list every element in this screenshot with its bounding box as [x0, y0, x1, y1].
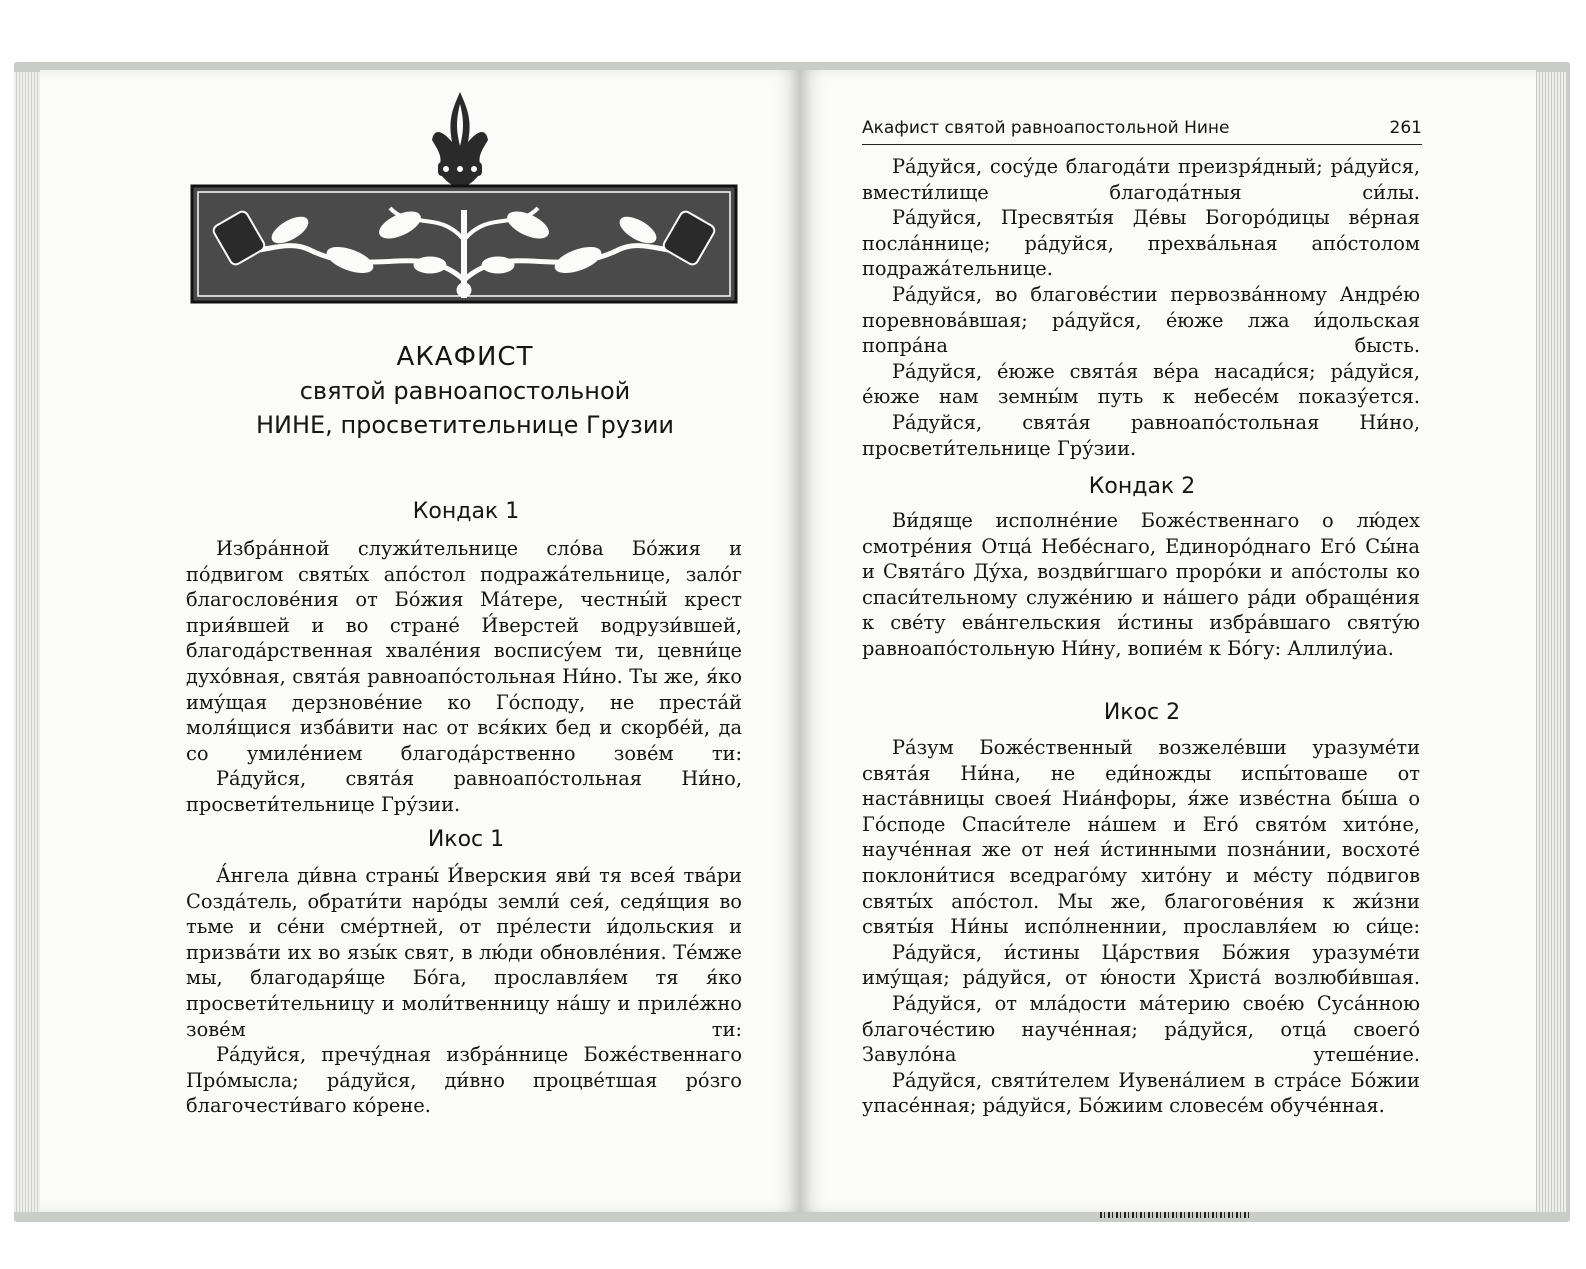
- akathist-title: АКАФИСТ: [396, 342, 534, 372]
- ikos-2-paragraph: Ра́зум Боже́ственный возжеле́вши уразуме́ти свята́я Ни́на, не еди́ножды испы́товаше от наста́вницы своея́ Ниа́нфоры, я́же изве́стна бы́ша о Го́споде Спаси́теле на́шем и Его́ свято́м хито́не, науче́нная же от нея́ и́стинными позна́нии, восхоте́ поклони́тися вседраго́му хито́ну и ме́сту по́двигов святы́х апо́стол. Мы же, благогове́ния к жи́зни святы́я Ни́ны испо́лненнии, прославля́ем ю си́це:: [862, 736, 1420, 939]
- ikos-1-text: [186, 863, 742, 1119]
- kondak-2-paragraph: Ви́дяще исполне́ние Боже́ственнаго о лю́дех смотре́ния Отца́ Небе́снаго, Единоро́днаго Его́ Сы́на и Свята́го Ду́ха, воздви́гшаго проро́ки и апо́столы ко спаси́тельному служе́нию и на́шего ра́ди обраще́ния к све́ту ева́нгельския и́стины избра́вшаго святу́ю равноапо́стольную Ни́ну, вопие́м к Бо́гу: Аллилу́иа.: [862, 509, 1420, 660]
- chairetism-line: Ра́дуйся, е́юже свята́я ве́ра насади́ся; ра́дуйся, е́юже нам земны́м путь к небесе́м показу́ется.: [862, 359, 1420, 409]
- chairetism-line: Ра́дуйся, святи́телем Иувена́лием в стра́се Бо́жии упасе́нная; ра́дуйся, Бо́жиим словесе́м обуче́нная.: [862, 1068, 1420, 1118]
- kondak-2-text: [862, 508, 1420, 662]
- kondak-2-heading: Кондак 2: [1088, 474, 1196, 499]
- akathist-title-block: [185, 340, 745, 442]
- running-title: Акафист святой равноапостольной Нине: [862, 118, 1230, 138]
- chairetism-line: Ра́дуйся, и́стины Ца́рствия Бо́жия уразуме́ти иму́щая; ра́дуйся, от ю́ности Христа́ возлюби́вшая.: [862, 940, 1420, 990]
- page-edges-right: [1534, 72, 1566, 1212]
- chairetism-refrain: Ра́дуйся, свята́я равноапо́стольная Ни́но, просвети́тельнице Гру́зии.: [862, 410, 1420, 460]
- ikos-2-heading: Икос 2: [1103, 700, 1181, 725]
- ikos-1-paragraph: А́нгела ди́вна страны́ И́верския яви́ тя всея́ тва́ри Созда́тель, обрати́ти наро́ды земли́ сея́, седя́щия во тьме и се́ни сме́ртней, от пре́лести и́дольския и призва́ти их во язы́к свят, в лю́ди обновле́ния. Те́мже мы, благодаря́ще Бо́га, прославля́ем тя я́ко просвети́тельницу и моли́твенницу на́шу и приле́жно зове́м ти:: [186, 864, 742, 1041]
- kondak-1-paragraph: Избра́нной служи́тельнице сло́ва Бо́жия и по́двигом святы́х апо́стол подража́тельнице, зало́г благослове́ния от Бо́жия Ма́тере, честны́й крест прия́вшей и во стране́ И́верстей водрузи́вшей, благода́рственная хвале́ния воспису́ем ти, цевни́це духо́вная, свята́я равноапо́стольная Ни́но. Ты же, я́ко иму́щая дерзнове́ние ко Го́споду, не преста́й моля́щися изба́вити нас от вся́ких бед и скорбе́й, да со умиле́нием благода́рственно зове́м ти:: [186, 537, 742, 765]
- akathist-subtitle-line2: НИНЕ, просветительнице Грузии: [255, 411, 675, 439]
- ikos-2-text: [862, 735, 1420, 1119]
- page-number: 261: [1389, 118, 1422, 138]
- headpiece-ornament: [190, 90, 738, 305]
- spine-barcode-strip: [1100, 1212, 1250, 1218]
- kondak-1-refrain: Ра́дуйся, свята́я равноапо́стольная Ни́но, просвети́тельнице Гру́зии.: [186, 767, 742, 816]
- chairetism-line: Ра́дуйся, Пресвяты́я Де́вы Богоро́дицы ве́рная посла́ннице; ра́дуйся, прехва́льная апо́столом подража́тельнице.: [862, 206, 1420, 281]
- chairetism-line: Ра́дуйся, во благове́стии первозва́нному Андре́ю поревнова́вшая; ра́дуйся, е́юже лжа и́дольская попра́на бысть.: [862, 282, 1420, 358]
- kondak-1-text: [186, 536, 742, 818]
- kondak-1-heading: Кондак 1: [412, 499, 520, 524]
- ikos-1-continuation: [862, 154, 1420, 461]
- chairetism-line: Ра́дуйся, от мла́дости ма́терию свое́ю Суса́нною благоче́стию науче́нная; ра́дуйся, отца́ своего́ Завуло́на утеше́ние.: [862, 991, 1420, 1067]
- chairetism-line: Ра́дуйся, сосу́де благода́ти преизря́дный; ра́дуйся, вмести́лище благода́тныя си́лы.: [862, 155, 1420, 204]
- akathist-subtitle-line1: святой равноапостольной: [299, 377, 631, 405]
- ikos-1-heading: Икос 1: [427, 827, 505, 852]
- ikos-1-refrain: Ра́дуйся, пречу́дная избра́ннице Боже́ственнаго Про́мысла; ра́дуйся, ди́вно процве́тшая ро́зго благочести́ваго ко́рене.: [186, 1043, 742, 1118]
- running-head: [862, 116, 1422, 145]
